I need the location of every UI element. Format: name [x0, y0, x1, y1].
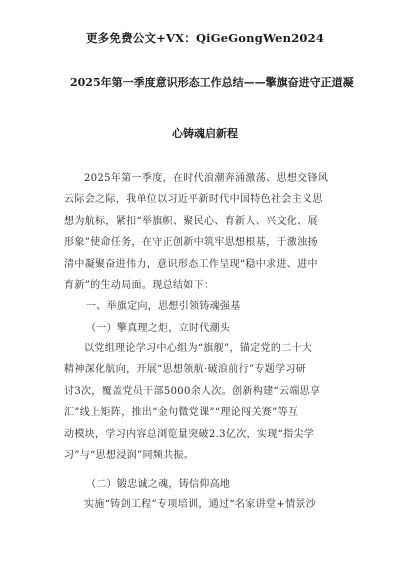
body-line: 以党组理论学习中心组为“旗舰”，锚定党的二十大: [84, 343, 313, 354]
document-title-line-2: 心铸魂启新程: [172, 127, 238, 140]
body-line: 讨3次，覆盖党员干部5000余人次。创新构建“云端思享: [64, 385, 321, 397]
intro-line: 形象”使命任务，在守正创新中筑牢思想根基，于激浊扬: [64, 237, 318, 249]
intro-line: 育新”的生动局面。现总结如下：: [64, 280, 215, 292]
body-line: 精神深化航向，开展“思想领航·破浪前行”专题学习研: [64, 364, 307, 376]
subsection-1-paragraph: [64, 338, 352, 466]
subsection-2-paragraph: [64, 494, 352, 515]
subsection-heading-2: （二）锻忠诚之魂，铸信仰高地: [86, 479, 231, 490]
intro-line: 想为航标，紧扣“举旗帜、聚民心、育新人、兴文化、展: [64, 215, 318, 227]
promo-header-text: 更多免费公文+VX：QiGeGongWen2024: [85, 31, 325, 45]
body-line: 动模块，学习内容总浏览量突破2.3亿次，实现“指尖学: [64, 428, 315, 440]
subsection-heading-1: （一）擎真理之炬，立时代潮头: [86, 323, 231, 334]
intro-paragraph: [64, 168, 352, 296]
section-heading-1: 一、举旗定向，思想引领铸魂强基: [86, 301, 241, 312]
intro-line: 云际会之际，我单位以习近平新时代中国特色社会主义思: [64, 194, 323, 206]
intro-line: 清中凝聚奋进伟力，意识形态工作呈现“稳中求进、进中: [64, 258, 318, 270]
body-line: 汇”线上矩阵，推出“金句微党课”“理论闯关赛”等互: [64, 407, 299, 419]
body-line: 实施“铸剑工程”专项培训，通过“名家讲堂+情景沙: [84, 499, 317, 510]
body-line: 习”与“思想浸润”同频共振。: [64, 450, 195, 462]
document-title-line-1: 2025年第一季度意识形态工作总结——擎旗奋进守正道凝: [70, 76, 354, 89]
intro-line: 2025年第一季度，在时代浪潮奔涌激荡、思想交锋风: [84, 173, 329, 184]
